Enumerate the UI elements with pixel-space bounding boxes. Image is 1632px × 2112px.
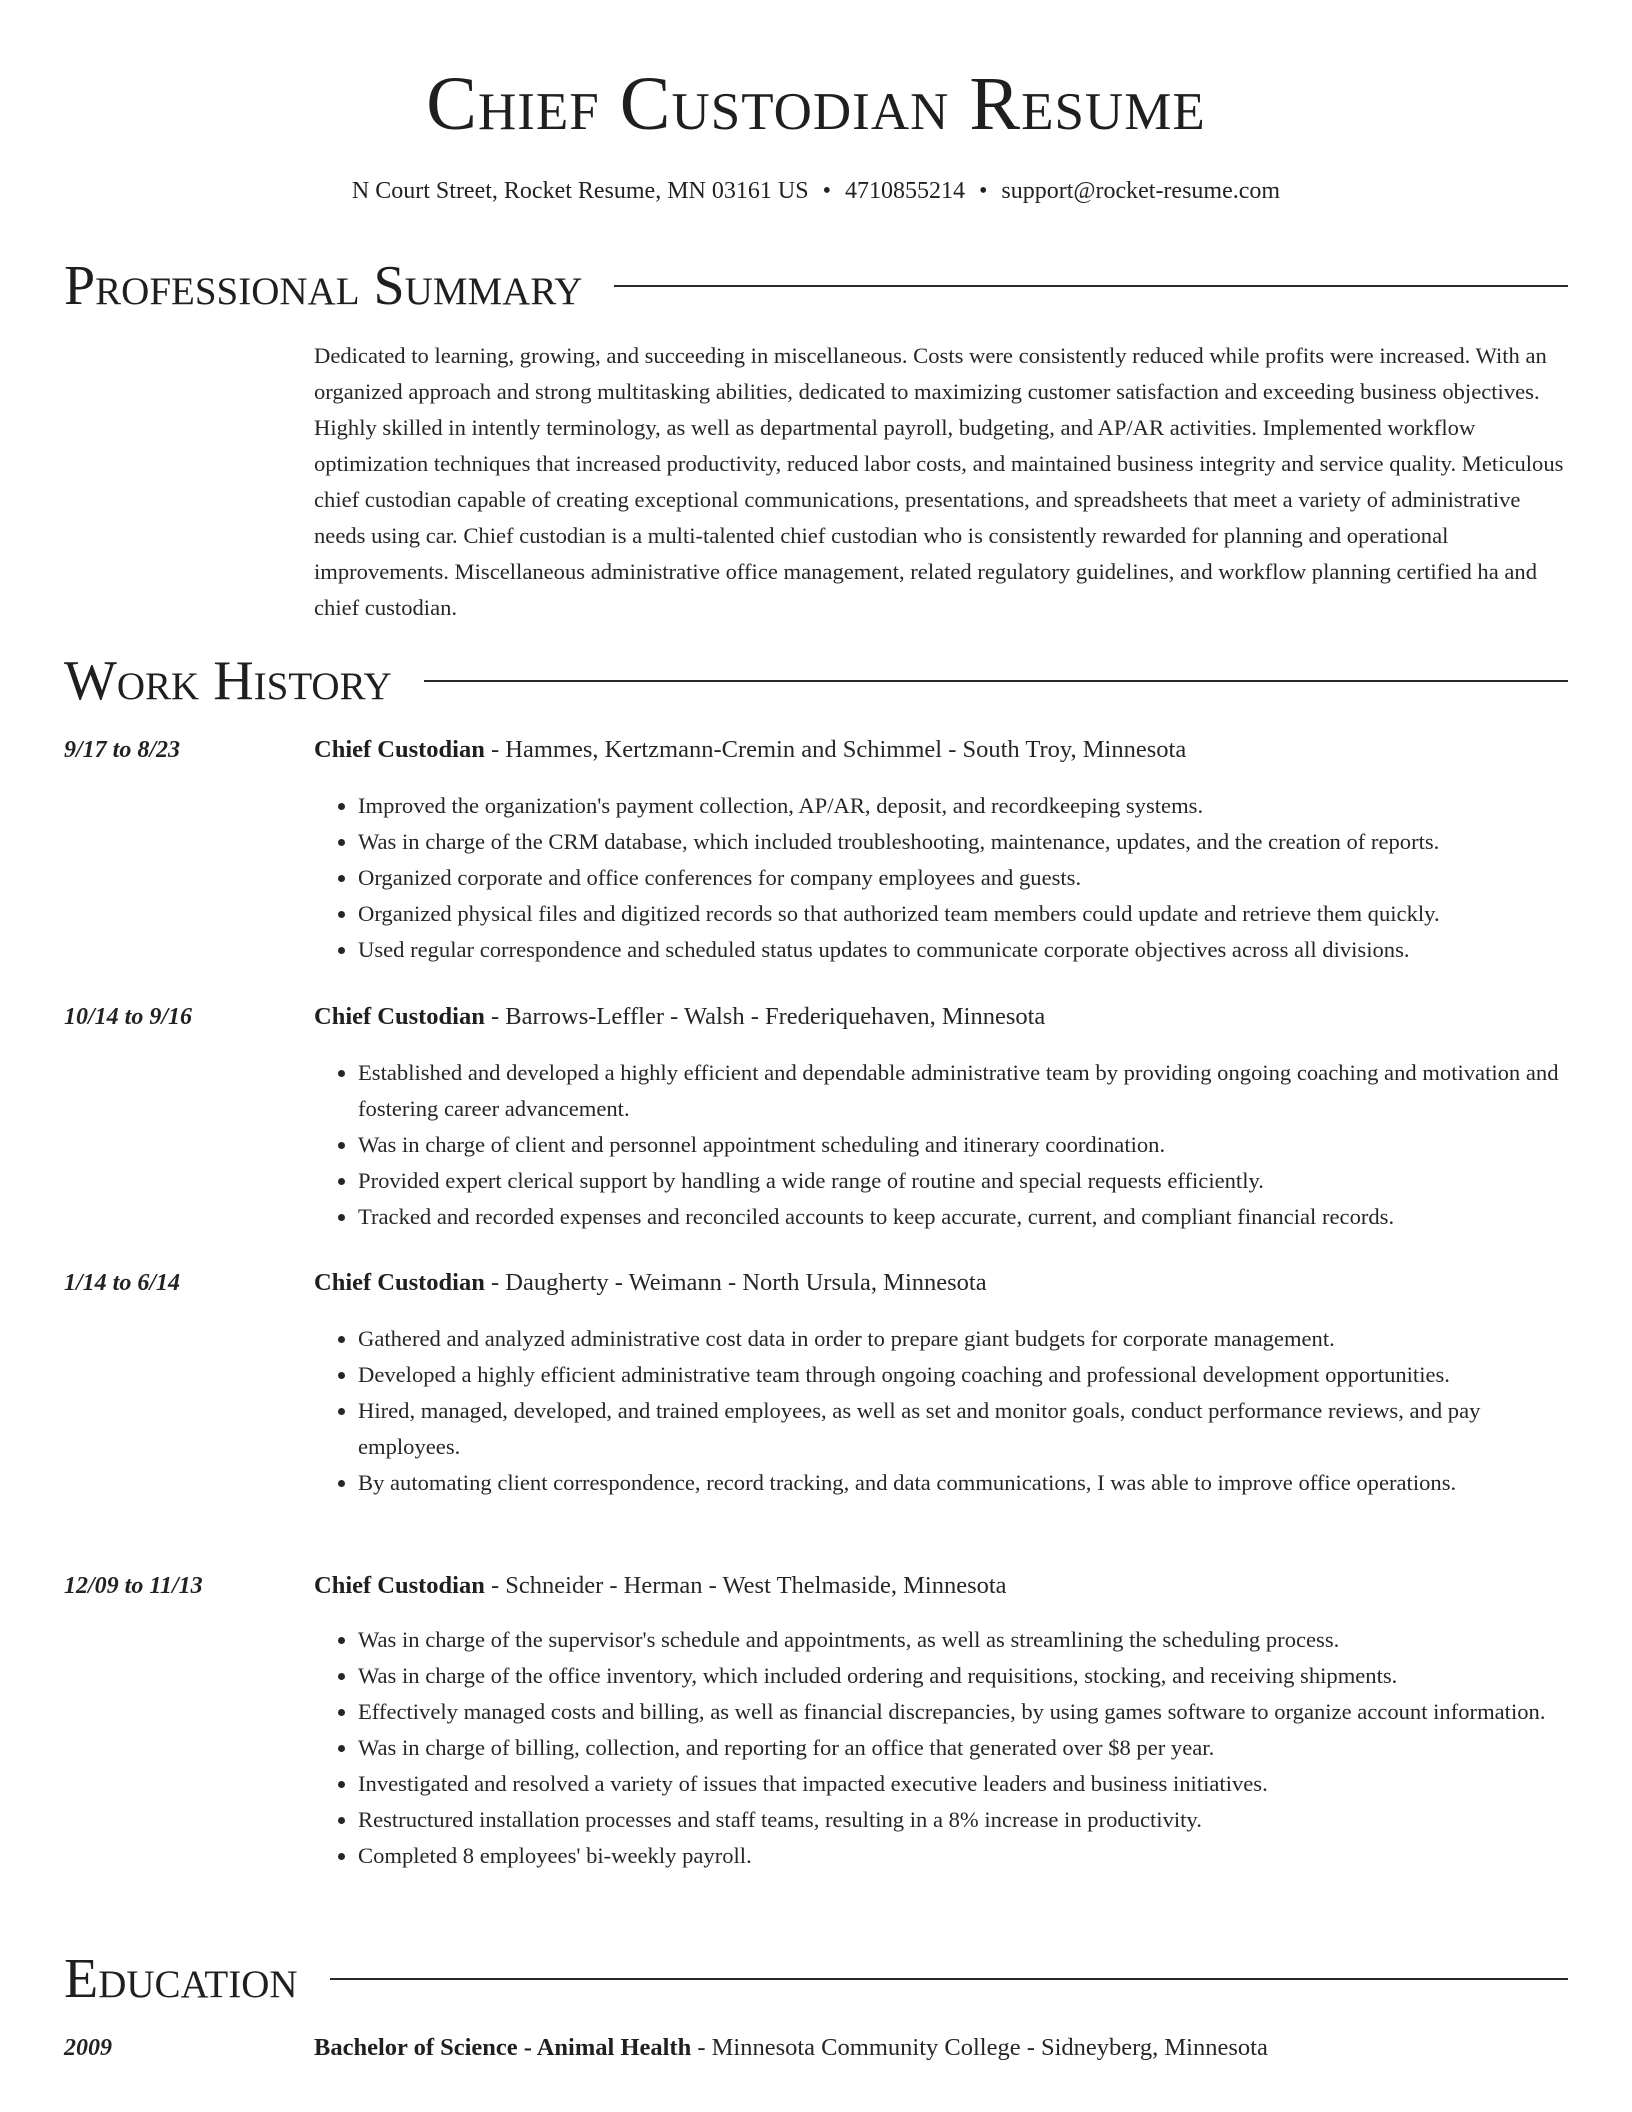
job-details: - Barrows-Leffler - Walsh - Frederiquehaven, Minnesota (484, 1003, 1046, 1030)
job-bullet: • Gathered and analyzed administrative cost data in order to prepare giant budgets for corporate management. (358, 1321, 1572, 1357)
job-title: Chief Custodian (314, 1572, 485, 1599)
job-bullets (314, 1055, 1572, 1235)
job-bullet: • Effectively managed costs and billing, as well as financial discrepancies, by using games software to organize account information. (358, 1694, 1572, 1730)
job-bullets (314, 1321, 1572, 1501)
job-bullet: • Provided expert clerical support by handling a wide range of routine and special requests efficiently. (358, 1163, 1572, 1199)
job-header (314, 1570, 1570, 1602)
job-details: - Schneider - Herman - West Thelmaside, Minnesota (484, 1572, 1007, 1599)
section-header-summary (64, 251, 1568, 321)
job-bullet: • Organized corporate and office conferences for company employees and guests. (358, 860, 1572, 896)
job-bullet: • Restructured installation processes and staff teams, resulting in a 8% increase in productivity. (358, 1802, 1572, 1838)
job-title: Chief Custodian (314, 1269, 485, 1296)
job-bullet: • Hired, managed, developed, and trained employees, as well as set and monitor goals, conduct performance reviews, and pay employees. (358, 1393, 1572, 1465)
summary-text: Dedicated to learning, growing, and succeeding in miscellaneous. Costs were consistently reduced while profits were increased. With an organized approach and strong multitasking abilities, dedicated to maximizing customer satisfaction and exceeding business objectives. Highly skilled in intently terminology, as well as departmental payroll, budgeting, and AP/AR activities. Implemented workflow optimization techniques that increased productivity, reduced labor costs, and maintained business integrity and service quality. Meticulous chief custodian capable of creating exceptional communications, presentations, and spreadsheets that meet a variety of administrative needs using car. Chief custodian is a multi-talented chief custodian who is consistently rewarded for planning and operational improvements. Miscellaneous administrative office management, related regulatory guidelines, and workflow planning certified ha and chief custodian. (314, 343, 1564, 620)
section-title-education: Education (64, 1948, 298, 2010)
job-bullet: • Completed 8 employees' bi-weekly payroll. (358, 1838, 1572, 1874)
education-degree: Bachelor of Science - Animal Health (314, 2034, 692, 2061)
job-header (314, 1267, 1570, 1299)
job-bullets (314, 788, 1572, 968)
job-title: Chief Custodian (314, 736, 485, 763)
job-bullet: • Improved the organization's payment collection, AP/AR, deposit, and recordkeeping systems. (358, 788, 1572, 824)
job-bullet: • Was in charge of the office inventory, which included ordering and requisitions, stocking, and receiving shipments. (358, 1658, 1572, 1694)
contact-line (0, 174, 1632, 208)
job-title: Chief Custodian (314, 1003, 485, 1030)
contact-phone: 4710855214 (844, 178, 965, 204)
job-bullet: • Organized physical files and digitized records so that authorized team members could update and retrieve them quickly. (358, 896, 1572, 932)
contact-email: support@rocket-resume.com (1001, 178, 1281, 204)
job-bullet: • Was in charge of the CRM database, which included troubleshooting, maintenance, updates, and the creation of reports. (358, 824, 1572, 860)
section-title-summary: Professional Summary (64, 255, 583, 317)
education-details: - Minnesota Community College - Sidneyberg, Minnesota (691, 2034, 1268, 2061)
contact-separator: • (822, 178, 831, 204)
section-divider (330, 1978, 1568, 1980)
job-header (314, 734, 1570, 766)
education-header (314, 2032, 1570, 2064)
job-bullet: • By automating client correspondence, record tracking, and data communications, I was able to improve office operations. (358, 1465, 1572, 1501)
job-bullet: • Developed a highly efficient administrative team through ongoing coaching and professional development opportunities. (358, 1357, 1572, 1393)
job-header (314, 1001, 1570, 1033)
section-header-work (64, 646, 1568, 716)
education-year: 2009 (64, 2035, 112, 2061)
job-dates: 10/14 to 9/16 (64, 1004, 193, 1030)
resume-title: Chief Custodian Resume (426, 62, 1206, 146)
job-dates: 9/17 to 8/23 (64, 737, 181, 763)
job-details: - Hammes, Kertzmann-Cremin and Schimmel - South Troy, Minnesota (484, 736, 1187, 763)
job-bullet: • Tracked and recorded expenses and reconciled accounts to keep accurate, current, and compliant financial records. (358, 1199, 1572, 1235)
job-details: - Daugherty - Weimann - North Ursula, Minnesota (484, 1269, 987, 1296)
job-bullet: • Established and developed a highly efficient and dependable administrative team by providing ongoing coaching and motivation and fostering career advancement. (358, 1055, 1572, 1127)
contact-address: N Court Street, Rocket Resume, MN 03161 US (351, 178, 809, 204)
section-header-education (64, 1944, 1568, 2014)
job-bullet: • Used regular correspondence and scheduled status updates to communicate corporate objectives across all divisions. (358, 932, 1572, 968)
section-title-work: Work History (64, 650, 392, 712)
job-bullets (314, 1622, 1572, 1874)
job-bullet: • Was in charge of billing, collection, and reporting for an office that generated over $8 per year. (358, 1730, 1572, 1766)
job-bullet: • Investigated and resolved a variety of issues that impacted executive leaders and business initiatives. (358, 1766, 1572, 1802)
job-dates: 1/14 to 6/14 (64, 1270, 181, 1296)
job-bullet: • Was in charge of the supervisor's schedule and appointments, as well as streamlining the scheduling process. (358, 1622, 1572, 1658)
job-dates: 12/09 to 11/13 (64, 1573, 203, 1599)
section-divider (614, 285, 1568, 287)
contact-separator: • (978, 178, 988, 204)
section-divider (424, 680, 1568, 682)
job-bullet: • Was in charge of client and personnel appointment scheduling and itinerary coordination. (358, 1127, 1572, 1163)
